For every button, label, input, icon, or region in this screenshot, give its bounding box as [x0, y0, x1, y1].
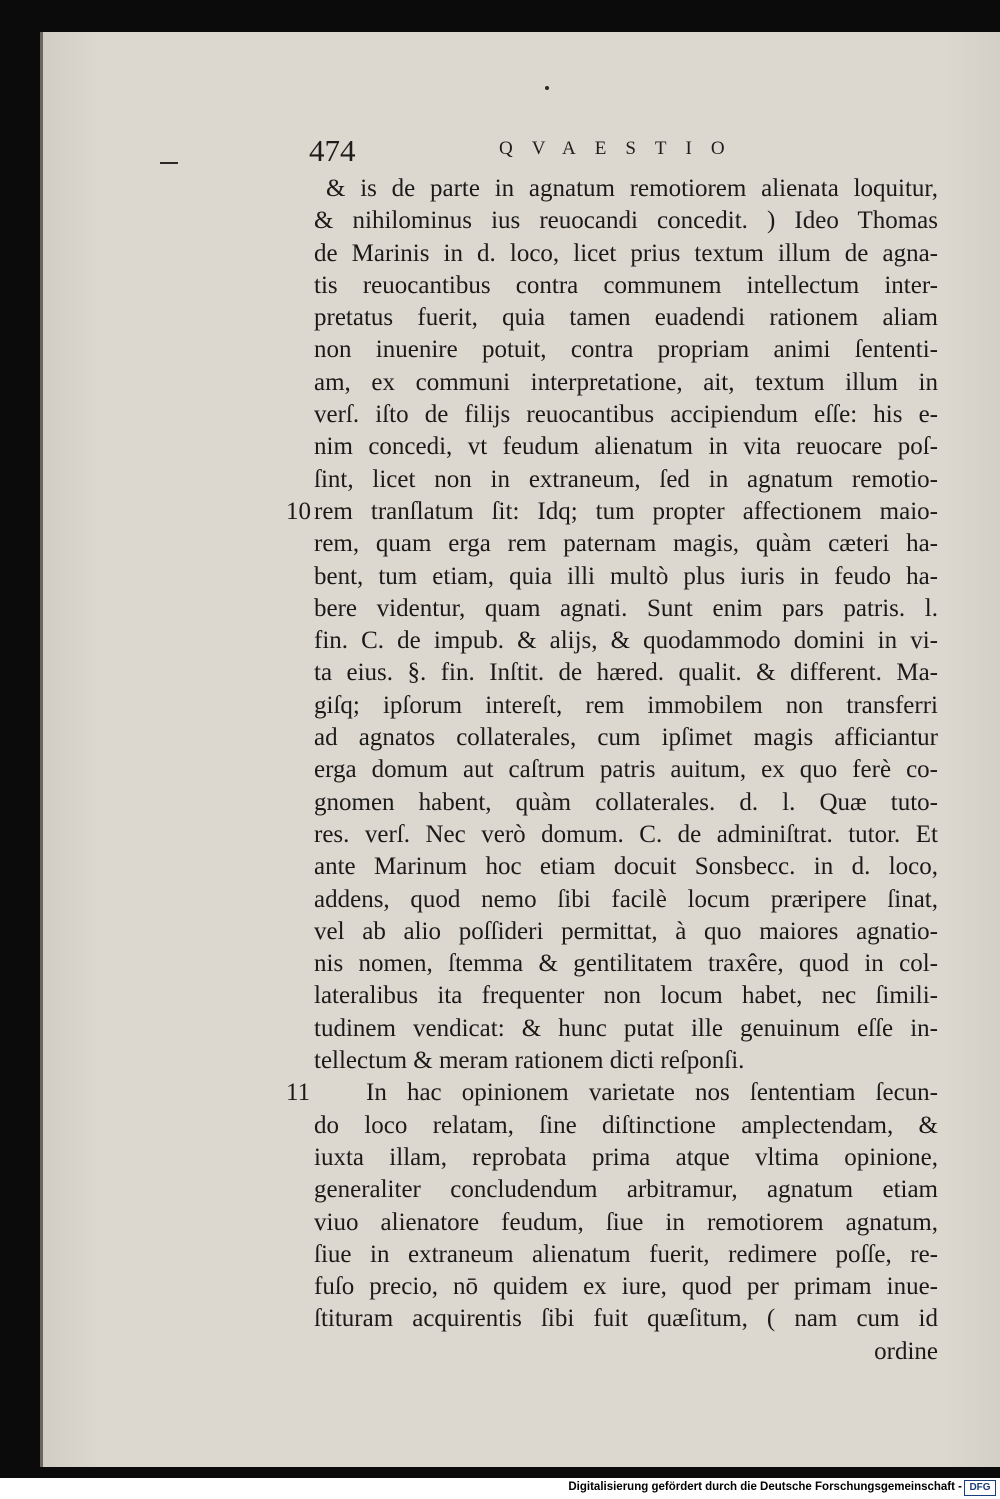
funding-note: Digitalisierung gefördert durch die Deutsche Forschungsgemeinschaft -	[568, 1481, 962, 1493]
text-line: lateralibus ita frequenter non locum habet, nec ſimili-	[314, 982, 938, 1010]
text-line: ordine	[874, 1337, 938, 1365]
text-line: generaliter concludendum arbitramur, agnatum etiam	[314, 1176, 938, 1204]
dfg-logo-icon: DFG	[964, 1480, 996, 1496]
ink-speck	[545, 86, 549, 90]
text-line: res. verſ. Nec verò domum. C. de adminiſtrat. tutor. Et	[314, 820, 938, 848]
text-line: de Marinis in d. loco, licet prius textum illum de agna-	[314, 239, 938, 267]
text-line: ad agnatos collaterales, cum ipſimet magis afficiantur	[314, 724, 938, 752]
text-line: nim concedi, vt feudum alienatum in vita reuocare poſ-	[314, 433, 938, 461]
text-line: nis nomen, ſtemma & gentilitatem traxêre, quod in col-	[314, 950, 938, 978]
text-line: viuo alienatore feudum, ſiue in remotiorem agnatum,	[314, 1208, 938, 1236]
text-line: ſiue in extraneum alienatum fuerit, redimere poſſe, re-	[314, 1240, 938, 1268]
margin-number: 11	[286, 1079, 311, 1107]
text-line: do loco relatam, ſine diſtinctione amplectendam, &	[314, 1111, 938, 1139]
text-line: vel ab alio poſſideri permittat, à quo maiores agnatio-	[314, 917, 938, 945]
running-head: QVAESTIO	[499, 138, 744, 159]
text-line: erga domum aut caſtrum patris auitum, ex quo ferè co-	[314, 756, 938, 784]
text-line: tellectum & meram rationem dicti reſponſi.	[314, 1047, 745, 1075]
text-line: non inuenire potuit, contra propriam animi ſententi-	[314, 336, 938, 364]
text-line: pretatus fuerit, quia tamen euadendi rationem aliam	[314, 304, 938, 332]
text-line: rem, quam erga rem paternam magis, quàm cæteri ha-	[314, 530, 938, 558]
digitization-footer	[0, 1478, 1000, 1499]
text-line: iuxta illam, reprobata prima atque vltima opinione,	[314, 1143, 938, 1171]
text-line: ante Marinum hoc etiam docuit Sonsbecc. in d. loco,	[314, 853, 938, 881]
text-line: fin. C. de impub. & alijs, & quodammodo domini in vi-	[314, 627, 938, 655]
text-line: ſtituram acquirentis ſibi fuit quæſitum, ( nam cum id	[314, 1305, 938, 1333]
text-line: rem tranſlatum ſit: Idq; tum propter affectionem maio-	[314, 497, 938, 525]
text-line: ta eius. §. fin. Inſtit. de hæred. qualit. & different. Ma-	[314, 659, 938, 687]
text-line: gnomen habent, quàm collaterales. d. l. Quæ tuto-	[314, 788, 938, 816]
text-line: tis reuocantibus contra communem intellectum inter-	[314, 271, 938, 299]
page-header	[309, 133, 949, 173]
text-line: & is de parte in agnatum remotiorem alienata loquitur,	[326, 175, 938, 202]
text-line: fuſo precio, nō quidem ex iure, quod per primam inue-	[314, 1273, 938, 1301]
text-line: tudinem vendicat: & hunc putat ille genuinum eſſe in-	[314, 1014, 938, 1042]
text-line: In hac opinionem varietate nos ſententiam ſecun-	[366, 1079, 938, 1107]
margin-number: 10	[286, 498, 311, 525]
text-line: bent, tum etiam, quia illi multò plus iuris in feudo ha-	[314, 562, 938, 590]
page-number: 474	[309, 133, 356, 168]
text-line: ſint, licet non in extraneum, ſed in agnatum remotio-	[314, 465, 938, 493]
text-line: giſq; ipſorum intereſt, rem immobilem non transferri	[314, 691, 938, 719]
text-line: bere videntur, quam agnati. Sunt enim pars patris. l.	[314, 594, 938, 622]
margin-dash	[160, 162, 178, 164]
text-line: verſ. iſto de filijs reuocantibus accipiendum eſſe: his e-	[314, 401, 938, 429]
text-line: & nihilominus ius reuocandi concedit. ) Ideo Thomas	[314, 207, 938, 235]
text-line: am, ex communi interpretatione, ait, textum illum in	[314, 368, 938, 396]
body-text	[314, 173, 938, 1368]
text-line: addens, quod nemo ſibi facilè locum præripere ſinat,	[314, 885, 938, 913]
